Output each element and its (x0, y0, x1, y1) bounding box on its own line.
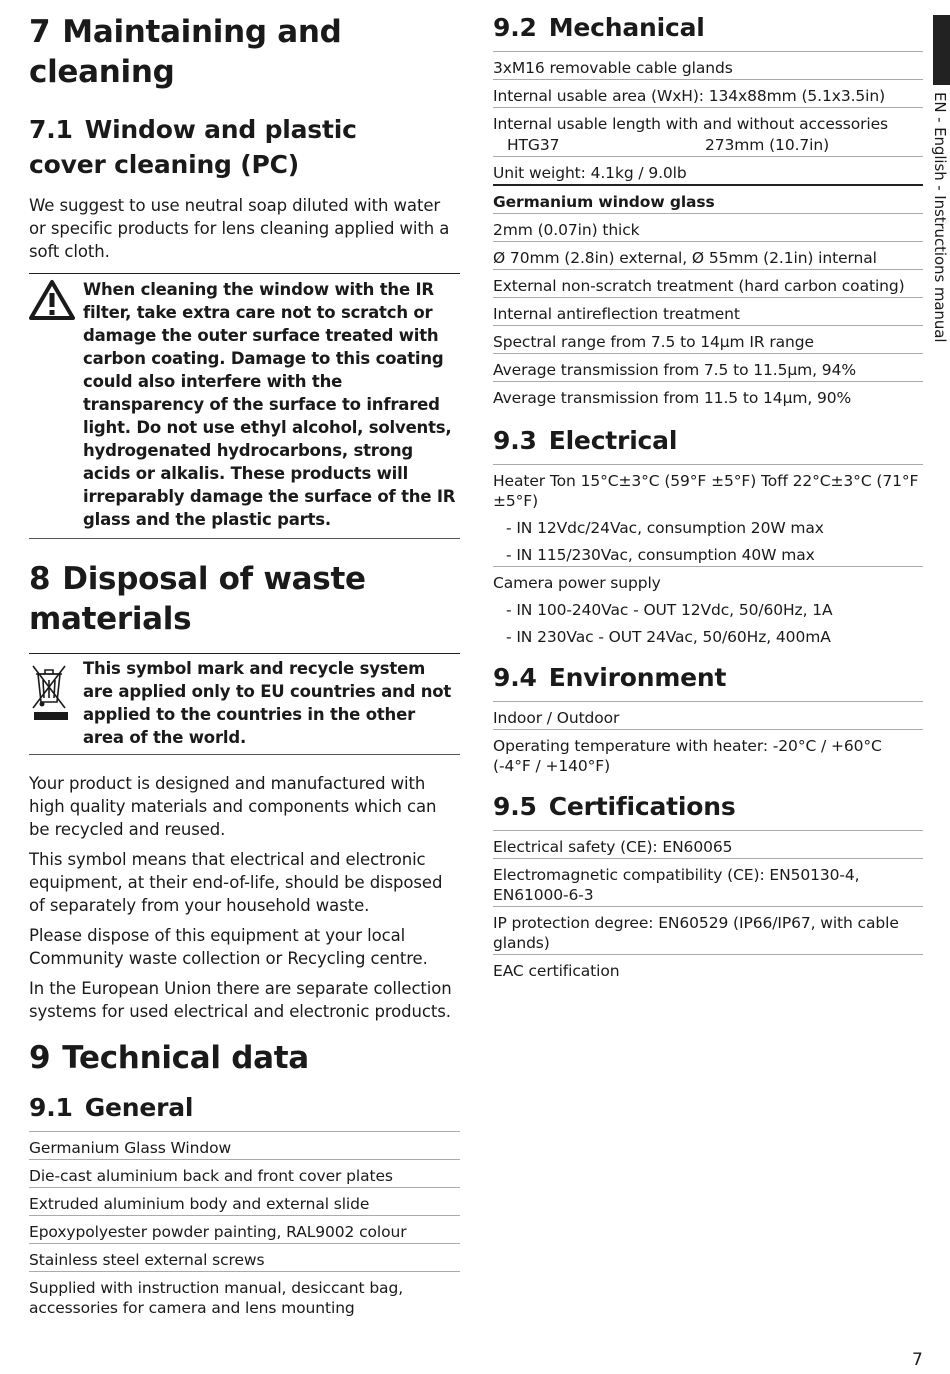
spec-row: Indoor / Outdoor (493, 701, 923, 729)
section-8-heading: 8 Disposal of waste materials (29, 561, 366, 637)
spec-row: Average transmission from 11.5 to 14µm, 90% (493, 381, 923, 409)
section-7-1-heading: 7.1 Window and plastic cover cleaning (PC) (29, 115, 357, 179)
warning-triangle-icon (29, 279, 75, 325)
spec-row: Spectral range from 7.5 to 14µm IR range (493, 325, 923, 353)
right-column (493, 0, 923, 982)
disposal-paragraph: Please dispose of this equipment at your local Community waste collection or Recycling centre. (29, 926, 428, 968)
left-column (29, 0, 460, 1319)
spec-row: Extruded aluminium body and external slide (29, 1187, 460, 1215)
electrical-spec-list (493, 464, 923, 648)
spec-row: IP protection degree: EN60529 (IP66/IP67, with cable glands) (493, 906, 923, 954)
spec-subrow: - IN 115/230Vac, consumption 40W max (506, 546, 815, 564)
spec-row: Germanium Glass Window (29, 1131, 460, 1159)
spec-row: 2mm (0.07in) thick (493, 213, 923, 241)
section-9-heading: 9 Technical data (29, 1040, 309, 1076)
section-9-5-heading: 9.5 Certifications (493, 792, 736, 821)
spec-row: Camera power supply (493, 566, 923, 594)
section-7-heading: 7 Maintaining and cleaning (29, 14, 342, 90)
spec-subrow: - IN 12Vdc/24Vac, consumption 20W max (506, 519, 824, 537)
cleaning-warning: When cleaning the window with the IR filter, take extra care not to scratch or damage the outer surface treated with carbon coating. Damage to this coating could also interfere with the transparency of the surface to infrared light. Do not use ethyl alcohol, solvents, hydrogenated hydrocarbons, strong acids or alkalis. These products will irreparably damage the surface of the IR glass and the plastic parts. (29, 273, 460, 539)
spec-row: Supplied with instruction manual, desiccant bag, accessories for camera and lens mounting (29, 1271, 460, 1319)
disposal-paragraph: In the European Union there are separate collection systems for used electrical and electronic products. (29, 979, 452, 1021)
spec-row: Stainless steel external screws (29, 1243, 460, 1271)
weee-bin-icon (29, 662, 71, 726)
mechanical-spec-list (493, 51, 923, 409)
spec-row: Average transmission from 7.5 to 11.5µm, 94% (493, 353, 923, 381)
spec-row: Electrical safety (CE): EN60065 (493, 830, 923, 858)
spec-row: Unit weight: 4.1kg / 9.0lb (493, 156, 923, 184)
environment-spec-list (493, 701, 923, 777)
disposal-paragraph: This symbol means that electrical and electronic equipment, at their end-of-life, should be disposed of separately from your household waste. (29, 850, 443, 915)
spec-row: Epoxypolyester powder painting, RAL9002 colour (29, 1215, 460, 1243)
section-9-2-heading: 9.2 Mechanical (493, 13, 705, 42)
spec-row: Heater Ton 15°C±3°C (59°F ±5°F) Toff 22°C±3°C (71°F ±5°F) (493, 464, 923, 512)
spec-row: EAC certification (493, 954, 923, 982)
spec-row-model (493, 135, 923, 156)
cleaning-intro: We suggest to use neutral soap diluted with water or specific products for lens cleaning applied with a soft cloth. (29, 196, 450, 261)
recycle-notice: This symbol mark and recycle system are applied only to EU countries and not applied to the countries in the other area of the world. (29, 653, 460, 755)
side-label: EN - English - Instructions manual (931, 92, 949, 343)
spec-row: Ø 70mm (2.8in) external, Ø 55mm (2.1in) internal (493, 241, 923, 269)
spec-subrow: - IN 230Vac - OUT 24Vac, 50/60Hz, 400mA (506, 628, 831, 646)
spec-row: Internal usable area (WxH): 134x88mm (5.1x3.5in) (493, 79, 923, 107)
certifications-spec-list (493, 830, 923, 982)
spec-row: Internal usable length with and without accessories (493, 107, 923, 135)
page-number: 7 (912, 1350, 923, 1370)
spec-row: Operating temperature with heater: -20°C / +60°C (-4°F / +140°F) (493, 729, 923, 777)
spec-row: External non-scratch treatment (hard carbon coating) (493, 269, 923, 297)
disposal-paragraph: Your product is designed and manufactured with high quality materials and components which can be recycled and reused. (29, 774, 437, 839)
spec-row: Die-cast aluminium back and front cover plates (29, 1159, 460, 1187)
glass-subheading: Germanium window glass (493, 184, 923, 213)
model-name: HTG37 (507, 136, 560, 154)
spec-subrow: - IN 100-240Vac - OUT 12Vdc, 50/60Hz, 1A (506, 601, 833, 619)
section-9-3-heading: 9.3 Electrical (493, 426, 678, 455)
language-tab-marker (933, 15, 950, 85)
spec-row: 3xM16 removable cable glands (493, 51, 923, 79)
spec-row: Electromagnetic compatibility (CE): EN50130-4, EN61000-6-3 (493, 858, 923, 906)
general-spec-list (29, 1131, 460, 1319)
section-9-1-heading: 9.1 General (29, 1093, 194, 1122)
section-9-4-heading: 9.4 Environment (493, 663, 727, 692)
model-length: 273mm (10.7in) (705, 136, 830, 154)
spec-row: Internal antireflection treatment (493, 297, 923, 325)
